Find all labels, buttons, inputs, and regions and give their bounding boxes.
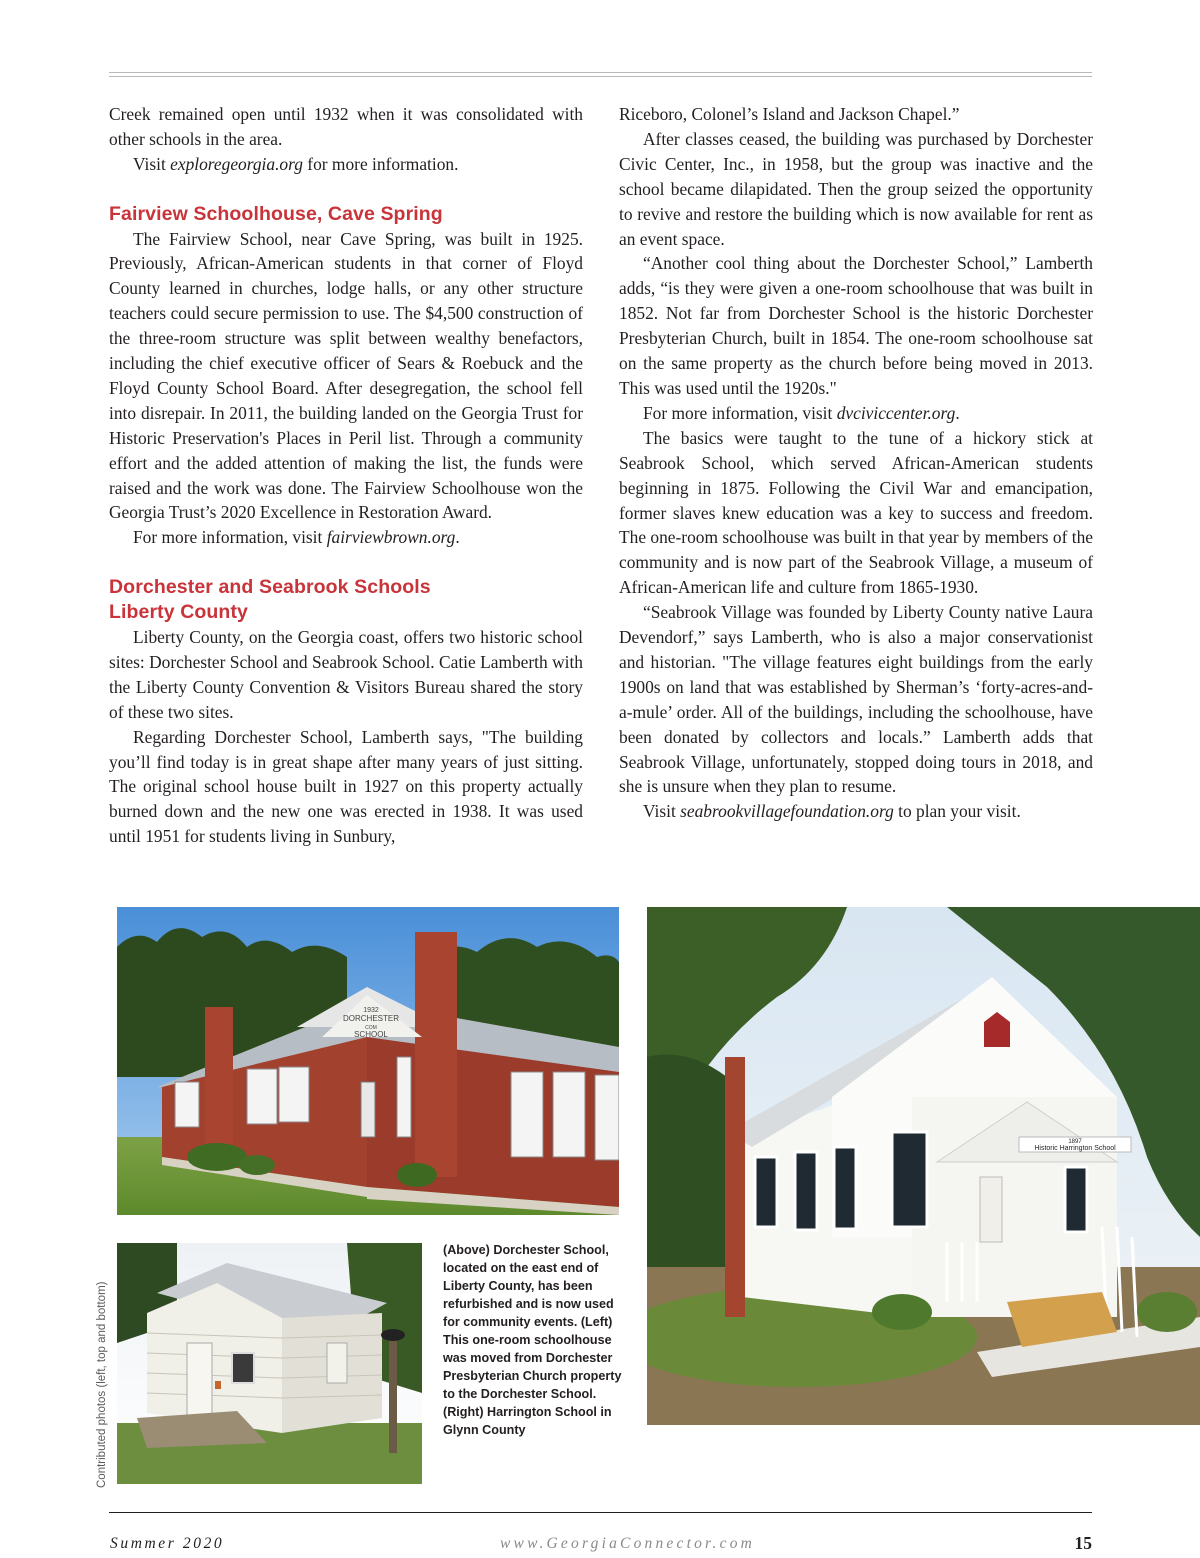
text: for more information. (302, 153, 459, 174)
photo-caption: (Above) Dorchester School, located on the east end of Liberty County, has been refurbished and is now used for community events. (Left) This one-room schoolhouse was moved from Dorchester Presbyterian Church property to the Dorchester School. (Right) Harrington School in Glynn County (443, 1243, 622, 1437)
website-link[interactable]: www.GeorgiaConnector.com (500, 1535, 756, 1552)
paragraph: After classes ceased, the building was purchased by Dorchester Civic Center, Inc., in 1958, but the group was inactive and the school became dilapidated. Then the group seized the opportunity to revive and restore the building which is now available for rent as an event space. (619, 128, 1093, 249)
heading-line: Dorchester and Seabrook Schools (109, 576, 431, 599)
text: Visit (133, 153, 171, 174)
paragraph (109, 525, 583, 550)
paragraph: “Seabrook Village was founded by Liberty County native Laura Devendorf,” says Lamberth, who is also a major conservationist and historian. "The village features eight buildings from the early 1900s on land that was established by Sherman’s ‘forty-acres-and-a-mule’ order. All of the buildings, including the schoolhouse, have been donated by collectors and locals.” Lamberth adds that Seabrook Village, unfortunately, stopped doing tours in 2018, and she is unsure when they plan to resume. (619, 602, 1093, 797)
sign-text: COM (365, 1025, 377, 1031)
sign-text: SCHOOL (354, 1030, 388, 1039)
dorchester-school-photo (117, 907, 619, 1215)
paragraph (619, 799, 1093, 824)
text: For more information, visit (133, 527, 327, 548)
top-rule-second (109, 76, 1092, 77)
text-column-right (619, 102, 1093, 824)
text: . (455, 527, 460, 548)
paragraph: Regarding Dorchester School, Lamberth says, "The building you’ll find today is in great shape after many years of just sitting. The original school house built in 1927 on this property actually burned down and the new one was erected in 1938. It was used until 1951 for students living in Sunbury, (109, 726, 583, 847)
website-link[interactable]: dvciviccenter.org (836, 402, 956, 423)
harrington-school-photo (647, 907, 1200, 1425)
sign-year: 1932 (363, 1007, 379, 1014)
paragraph (619, 401, 1093, 426)
paragraph: Riceboro, Colonel’s Island and Jackson Chapel.” (619, 104, 960, 124)
top-rule (109, 72, 1092, 73)
text-column-left (109, 102, 583, 849)
section-heading: Fairview Schoolhouse, Cave Spring (109, 202, 443, 225)
paragraph (109, 152, 583, 177)
paragraph: The Fairview School, near Cave Spring, was built in 1925. Previously, African-American students in that corner of Floyd County learned in churches, lodge halls, or any other structure teachers could secure permission to use. The $4,500 construction of the three-room structure was split between wealthy benefactors, including the chief executive officer of Sears & Roebuck and the Floyd County School Board. After desegregation, the school fell into disrepair. In 2011, the building landed on the Georgia Trust for Historic Preservation's Places in Peril list. Through a community effort and the added attention of making the list, the funds were raised and the work was done. The Fairview Schoolhouse won the Georgia Trust’s 2020 Excellence in Restoration Award. (109, 228, 583, 523)
issue-label: Summer 2020 (110, 1535, 225, 1552)
heading-line: Liberty County (109, 601, 248, 624)
footer-rule (109, 1512, 1092, 1513)
one-room-schoolhouse-photo (117, 1243, 422, 1484)
paragraph: “Another cool thing about the Dorchester School,” Lamberth adds, “is they were given a one-room schoolhouse that was built in 1852. Not far from Dorchester School is the historic Dorchester Presbyterian Church, built in 1854. The one-room schoolhouse sat on the same property as the church before being moved in 2013. This was used until the 1920s." (619, 253, 1093, 398)
paragraph: Liberty County, on the Georgia coast, offers two historic school sites: Dorchester School and Seabrook School. Catie Lamberth with the Liberty County Convention & Visitors Bureau shared the story of these two sites. (109, 627, 583, 722)
website-link[interactable]: fairviewbrown.org (326, 527, 456, 548)
sign-text: DORCHESTER (342, 1014, 400, 1023)
sign-text: Historic Harrington School (1034, 1145, 1116, 1152)
website-link[interactable]: seabrookvillagefoundation.org (680, 801, 894, 822)
photo-credit: Contributed photos (left, top and bottom) (96, 1281, 108, 1488)
website-link[interactable]: exploregeorgia.org (170, 153, 303, 174)
text: Visit (643, 801, 681, 822)
paragraph: The basics were taught to the tune of a hickory stick at Seabrook School, which served African-American students beginning in 1875. Following the Civil War and emancipation, former slaves knew education was a key to success and freedom. The one-room schoolhouse was built in that year by members of the community and is now part of the Seabrook Village, a museum of African-American life and culture from 1865-1930. (619, 427, 1093, 598)
page-number: 15 (1074, 1533, 1092, 1553)
text: to plan your visit. (893, 801, 1021, 822)
sign-year: 1897 (1068, 1139, 1082, 1145)
text: For more information, visit (643, 402, 837, 423)
text: . (955, 402, 960, 423)
paragraph: Creek remained open until 1932 when it was consolidated with other schools in the area. (109, 104, 583, 149)
section-heading (109, 575, 583, 625)
